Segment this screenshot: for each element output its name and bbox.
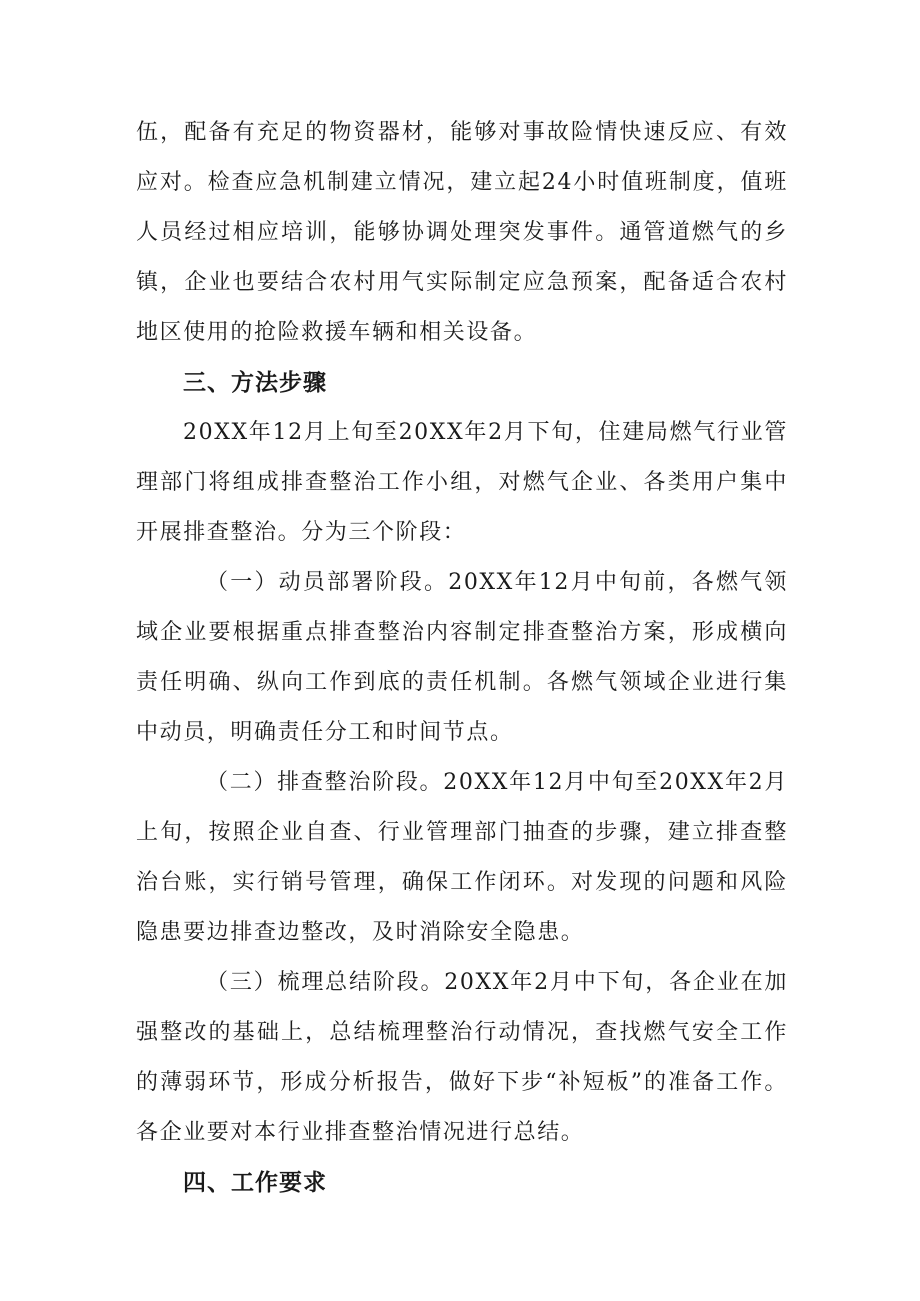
section-heading-methods-steps: 三、方法步骤 [183, 370, 327, 396]
paragraph-schedule-overview: 20XX年12月上旬至20XX年2月下旬，住建局燃气行业管理部门将组成排查整治工作小组，对燃气企业、各类用户集中开展排查整治。分为三个阶段： [136, 420, 788, 545]
paragraph-stage-two: （二）排查整治阶段。20XX年12月中旬至20XX年2月上旬，按照企业自查、行业管理部门抽查的步骤，建立排查整治台账，实行销号管理，确保工作闭环。对发现的问题和风险隐患要边排查边整改，及时消除安全隐患。 [136, 770, 788, 945]
paragraph-stage-one: （一）动员部署阶段。20XX年12月中旬前，各燃气领域企业要根据重点排查整治内容制定排查整治方案，形成横向责任明确、纵向工作到底的责任机制。各燃气领域企业进行集中动员，明确责任分工和时间节点。 [136, 570, 788, 745]
document-body [136, 108, 788, 1208]
section-heading-work-requirements: 四、工作要求 [183, 1170, 327, 1196]
paragraph-emergency-continuation: 伍，配备有充足的物资器材，能够对事故险情快速反应、有效应对。检查应急机制建立情况，建立起24小时值班制度，值班人员经过相应培训，能够协调处理突发事件。通管道燃气的乡镇，企业也要结合农村用气实际制定应急预案，配备适合农村地区使用的抢险救援车辆和相关设备。 [136, 120, 788, 345]
paragraph-stage-three: （三）梳理总结阶段。20XX年2月中下旬，各企业在加强整改的基础上，总结梳理整治行动情况，查找燃气安全工作的薄弱环节，形成分析报告，做好下步“补短板”的准备工作。各企业要对本行业排查整治情况进行总结。 [136, 970, 788, 1145]
